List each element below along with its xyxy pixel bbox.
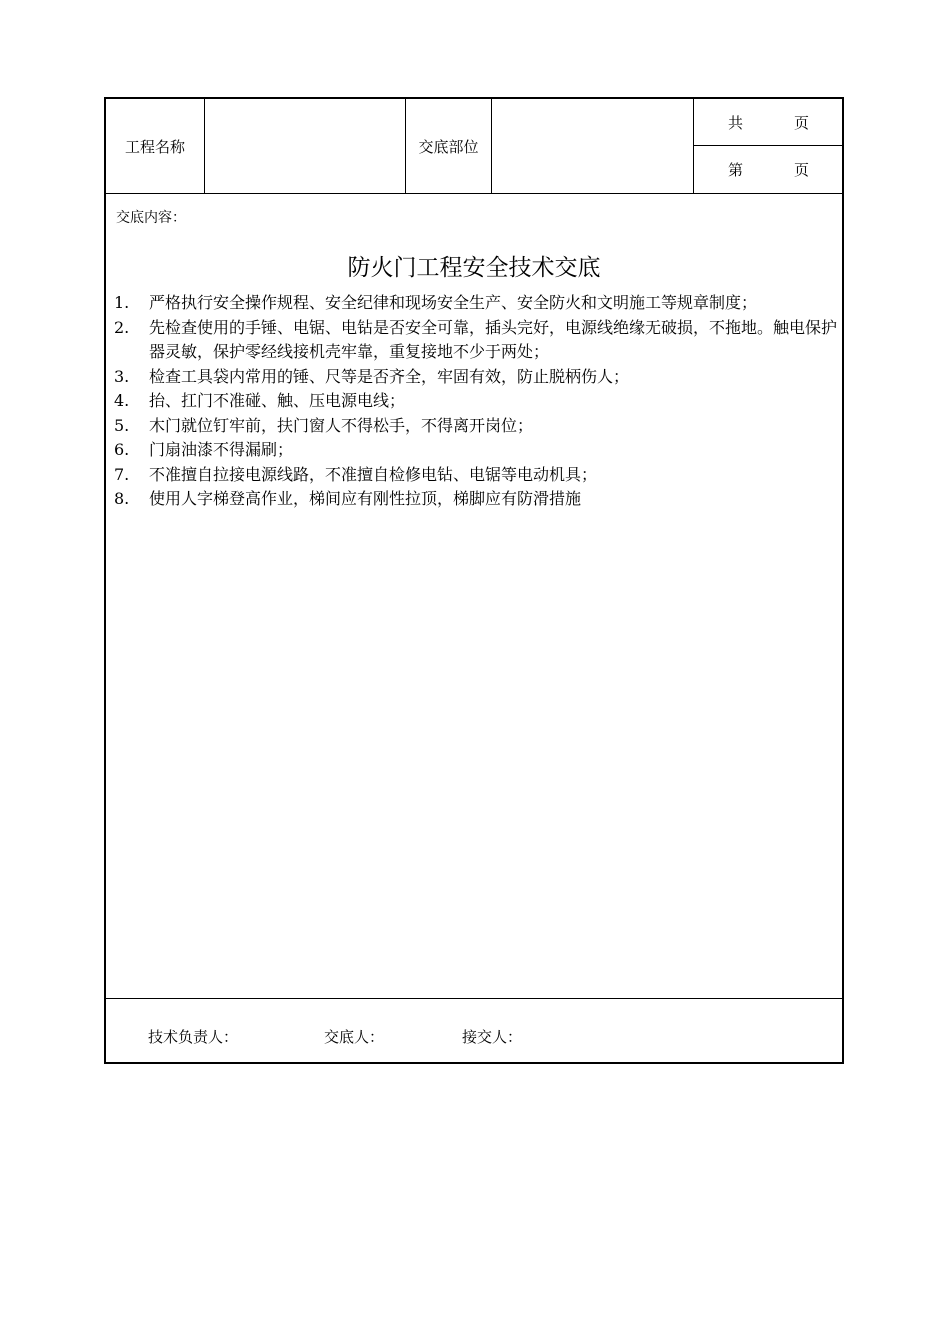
- page-count-cell: [694, 99, 844, 193]
- form-header-row: [106, 99, 842, 194]
- item-number: 5.: [114, 415, 130, 435]
- item-number: 6.: [114, 440, 130, 459]
- total-pages: [694, 99, 844, 146]
- total-pages-prefix: 共: [728, 113, 744, 132]
- project-name-value: [205, 99, 406, 193]
- item-number: 7.: [114, 464, 130, 484]
- receiver-label: 接交人：: [462, 1028, 523, 1046]
- list-item: [114, 316, 839, 365]
- list-item: [114, 291, 839, 316]
- item-number: 8.: [114, 489, 130, 508]
- item-text: 门扇油漆不得漏刷；: [149, 440, 294, 459]
- handover-part-label: 交底部位: [406, 99, 492, 193]
- signature-row: [106, 999, 842, 1064]
- tech-lead-label: 技术负责人：: [148, 1028, 239, 1046]
- item-number: 4.: [114, 391, 130, 410]
- item-text: 检查工具袋内常用的锤、尺等是否齐全，牢固有效，防止脱柄伤人；: [149, 366, 630, 386]
- item-text: 不准擅自拉接电源线路，不准擅自检修电钻、电锯等电动机具；: [149, 464, 598, 484]
- item-number: 3.: [114, 366, 130, 386]
- item-text: 严格执行安全操作规程、安全纪律和现场安全生产、安全防火和文明施工等规章制度；: [149, 293, 758, 312]
- item-text: 木门就位钉牢前，扶门窗人不得松手，不得离开岗位；: [149, 415, 534, 435]
- handover-part-value: [492, 99, 694, 193]
- safety-items-list: [114, 291, 839, 512]
- page-number-suffix: 页: [794, 161, 810, 179]
- list-item: [114, 389, 839, 414]
- list-item: [114, 414, 839, 439]
- list-item: [114, 438, 839, 463]
- page-number: [694, 146, 844, 193]
- list-item: [114, 365, 839, 390]
- item-number: 1.: [114, 293, 130, 312]
- item-text: 抬、扛门不准碰、触、压电源电线；: [149, 391, 406, 410]
- item-number: 2.: [114, 317, 130, 337]
- item-text: 使用人字梯登高作业，梯间应有刚性拉顶，梯脚应有防滑措施: [149, 489, 582, 508]
- content-label: 交底内容：: [116, 210, 186, 226]
- total-pages-suffix: 页: [794, 113, 810, 132]
- handover-form: [104, 97, 844, 1064]
- handover-by-label: 交底人：: [324, 1028, 385, 1046]
- content-area: [106, 193, 842, 999]
- page-number-prefix: 第: [728, 161, 744, 179]
- item-text: 先检查使用的手锤、电锯、电钻是否安全可靠，插头完好，电源线绝缘无破损，不拖地。触电保护器灵敏，保护零经线接机壳牢靠，重复接地不少于两处；: [149, 317, 838, 361]
- document-title: 防火门工程安全技术交底: [347, 255, 601, 281]
- list-item: [114, 487, 839, 512]
- project-name-label: 工程名称: [106, 99, 205, 193]
- list-item: [114, 463, 839, 488]
